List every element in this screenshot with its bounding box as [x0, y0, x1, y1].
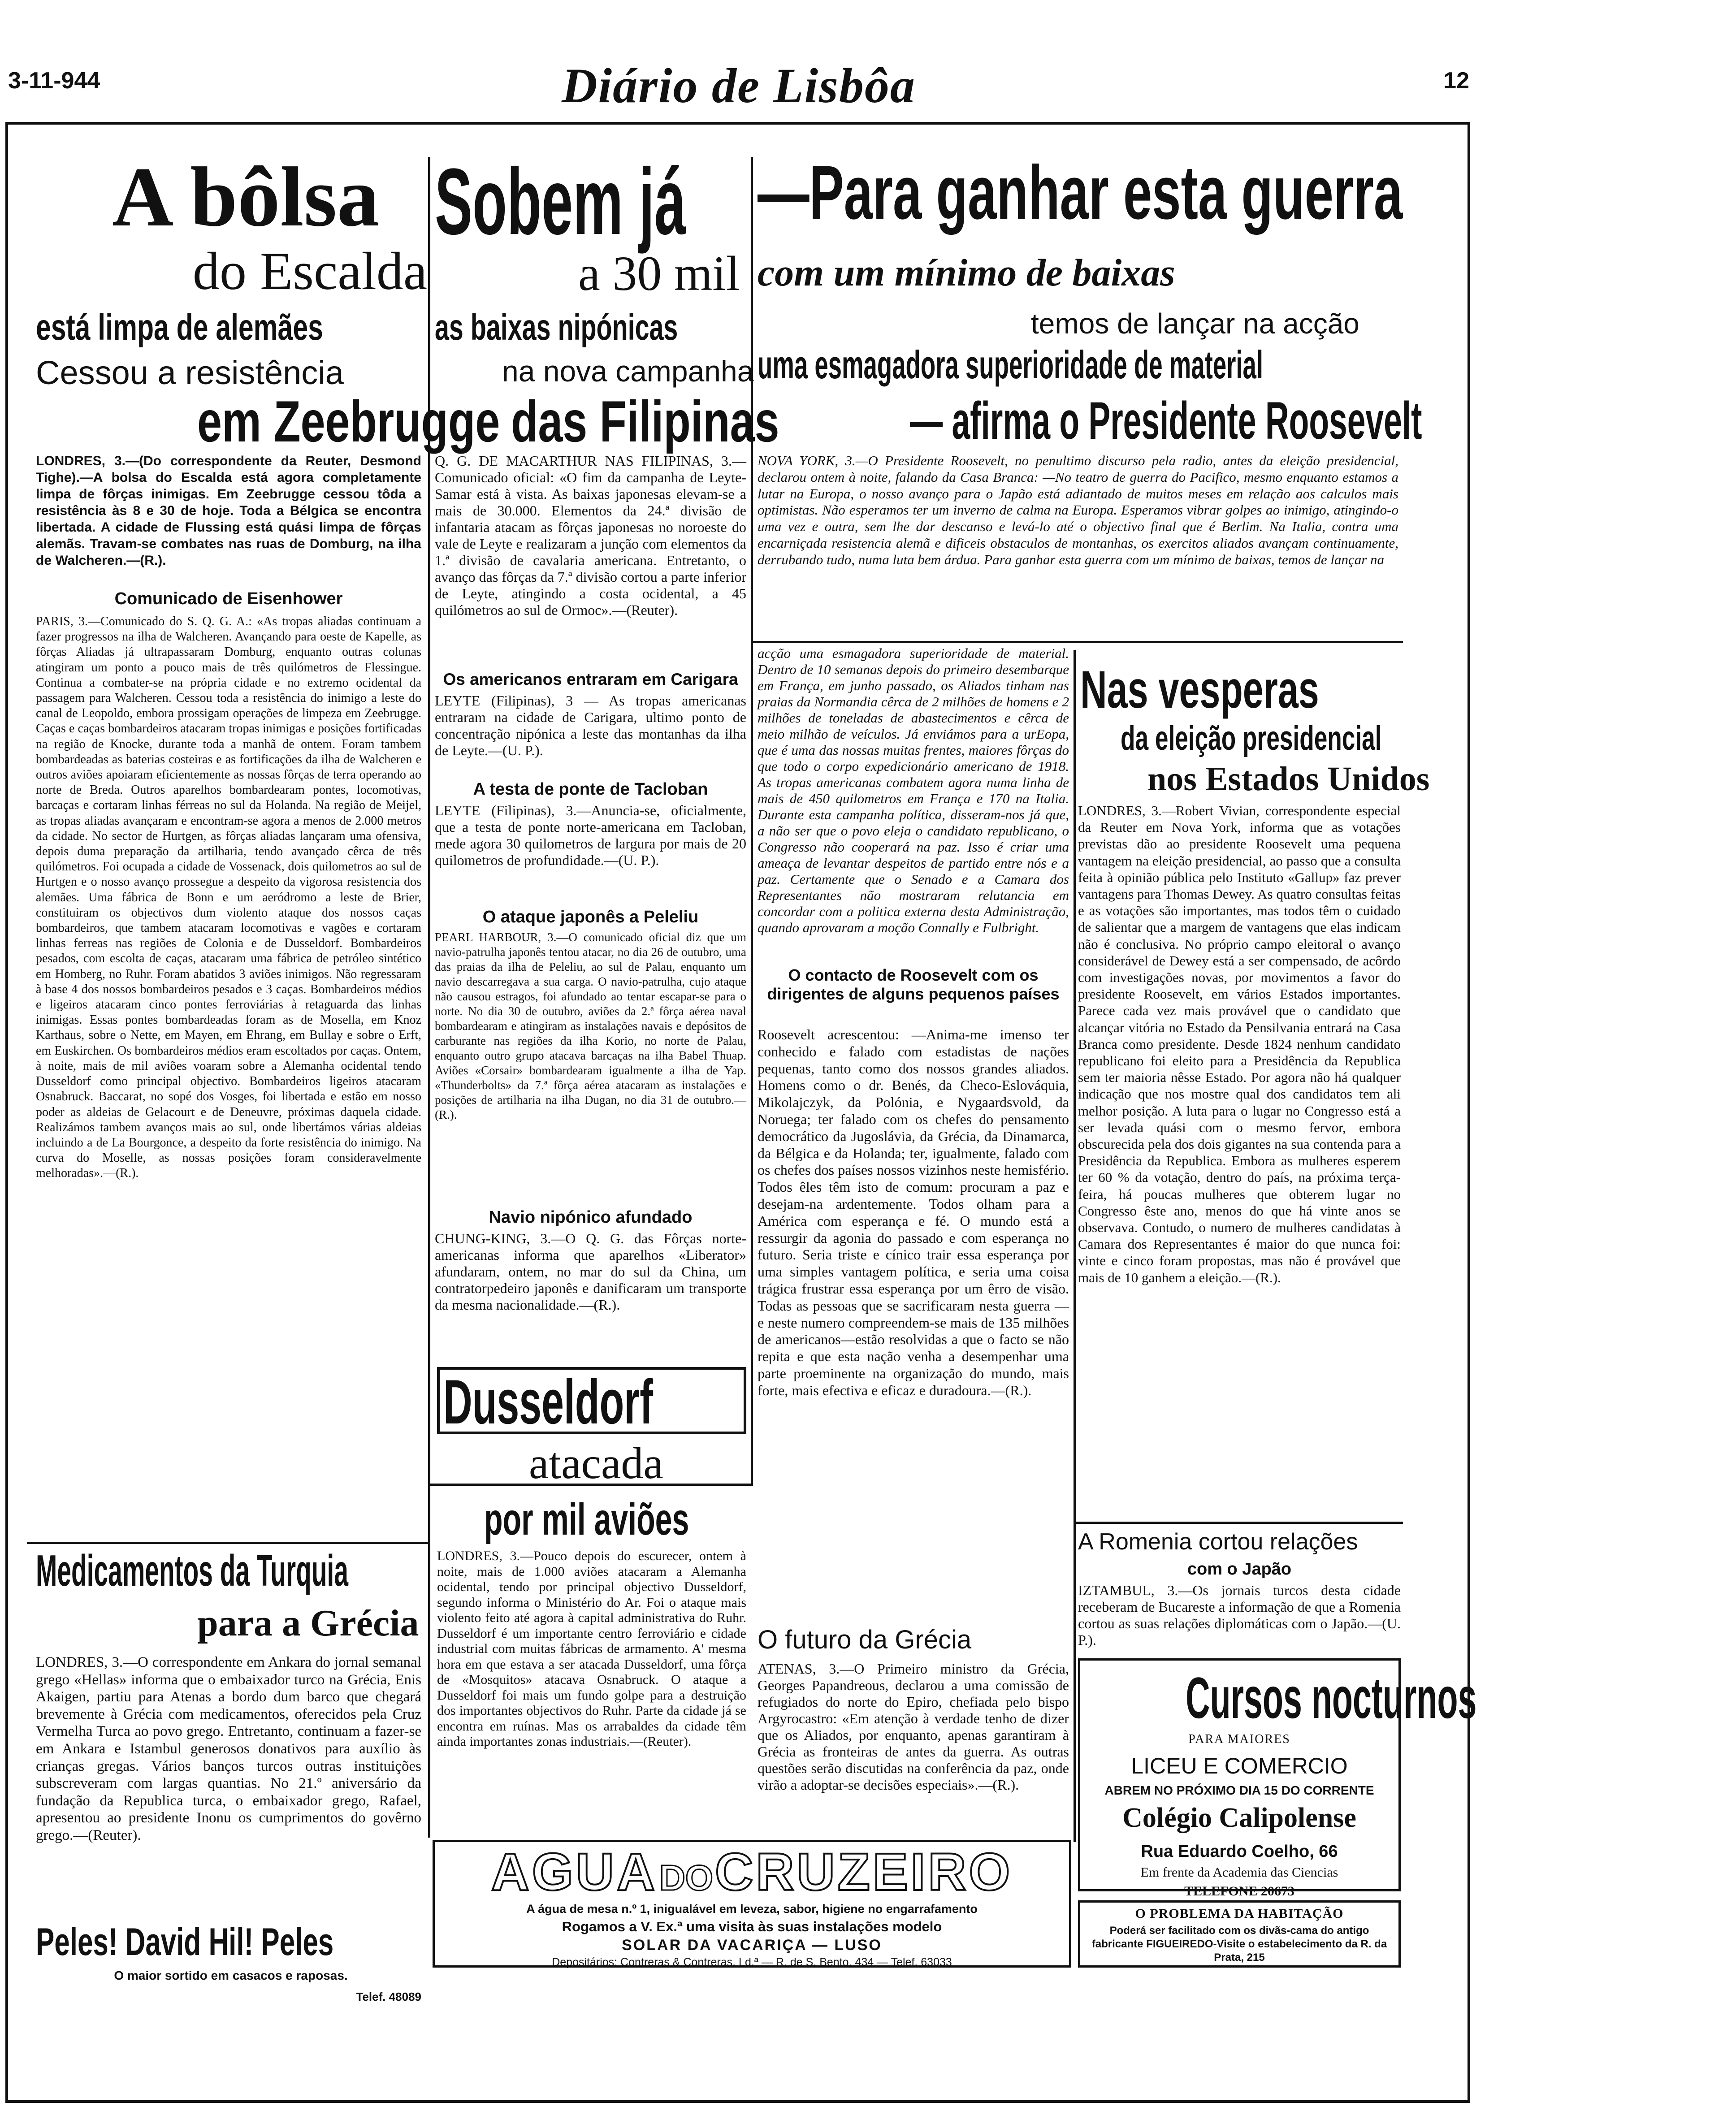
- ad-cursos-line7: TELEFONE 20673: [1184, 1884, 1294, 1899]
- headline-futuro-grecia: O futuro da Grécia: [758, 1625, 972, 1654]
- headline-filipinas: [511, 389, 779, 454]
- ad-habitacao: [1078, 1900, 1401, 1968]
- subhead-contacto: O contacto de Roosevelt com os dirigentes de alguns pequenos países: [767, 966, 1060, 1003]
- headline-turquia-text: Medicamentos da Turquia: [36, 1546, 348, 1595]
- headline-limpa: [36, 309, 426, 346]
- headline-sobem: [435, 149, 749, 254]
- headline-limpa-text: está limpa de alemães: [36, 307, 323, 348]
- headline-baixas-text: as baixas nipónicas: [435, 307, 678, 348]
- ad-peles-line2: Telef. 48089: [356, 1990, 421, 2003]
- headline-sobem-text: Sobem já: [435, 149, 686, 254]
- headline-escalda: do Escalda: [193, 241, 428, 301]
- section-rule: [753, 641, 1403, 643]
- ad-cursos-line5: Rua Eduardo Coelho, 66: [1141, 1842, 1338, 1861]
- ad-agua-line2: Rogamos a V. Ex.ª uma visita às suas instalações modelo: [562, 1919, 942, 1934]
- headline-romenia: A Romenia cortou relações: [1078, 1529, 1358, 1555]
- ad-cursos-line3: ABREM NO PRÓXIMO DIA 15 DO CORRENTE: [1104, 1783, 1374, 1797]
- article-roosevelt-lead: NOVA YORK, 3.—O Presidente Roosevelt, no penultimo discurso pela radio, antes da eleição presidencial, declarou ontem à noite, falando da Casa Branca: —No teatro de guerra do Pacifico, mesmo enquanto estamos a lutar na Europa, o nosso avanço para o Japão está adiantado de muitos meses em relação aos calculos mais optimistas. Não esperamos ter um inverno de calma na Europa. Esperamos vibrar golpes ao inimigo, atingindo-o uma vez e outra, sem lhe dar descanso e levá-lo até o objectivo final que é Berlim. Na Italia, contra uma encarniçada resistencia alemã e dificeis obstaculos de montanhas, os exercitos aliados avançam continuamente, derrubando tudo, numa luta bem árdua. Para ganhar esta guerra com um mínimo de baixas, temos de lançar na: [758, 453, 1398, 567]
- headline-resistencia: Cessou a resistência: [36, 354, 344, 391]
- ad-agua-line3: SOLAR DA VACARIÇA — LUSO: [622, 1937, 882, 1954]
- article-contacto: Roosevelt acrescentou: —Anima-me imenso ter conhecido e falado com estadistas de nações pequenas, tanto como dos nossos grandes aliados. Homens como o dr. Benés, da Checo-Eslováquia, Mikolajczyk, da Polónia, e Nygaardsvold, da Noruega; ter falado com os chefes do pensamento democrático da Jugoslávia, da Grécia, da Dinamarca, da Bélgica e da Holanda; ter, igualmente, falado com os chefes dos países nossos vizinhos neste hemisfério. Todos êles têm isto de comum: procuram a paz e desejam-na ardentemente. Todos olham para a América com esperança e fé. O mundo está a ressurgir da agonia do passado e com esperança no futuro. Seria triste e cínico trair essa esperança por uma simples vantagem política, e seria uma coisa trágica frustrar essa esperança por um êrro de visão. Todas as pessoas que se sacrificaram nesta guerra — e neste numero compreendem-se mais de 135 milhões de americanos—estão resolvidas a que o facto se não repita e que esta nação venha a desempenhar uma parte proeminente na organização do mundo, mais forte, mais efectiva e eficaz e duradoura.—(R.).: [758, 1026, 1069, 1398]
- headline-eleicao-text: da eleição presidencial: [1121, 719, 1382, 757]
- headline-estados-unidos: nos Estados Unidos: [1147, 760, 1430, 798]
- ad-peles-line1: O maior sortido em casacos e raposas.: [114, 1968, 348, 1982]
- headline-afirma-text: — afirma o Presidente Roosevelt: [910, 391, 1422, 450]
- headline-superioridade-text: uma esmagadora superioridade de material: [758, 342, 1263, 387]
- headline-turquia: [36, 1546, 426, 1595]
- article-carigara: LEYTE (Filipinas), 3 — As tropas americanas entraram na cidade de Carigara, ultimo ponto de concentração nipónica a leste das montanhas da ilha de Leyte.—(U. P.).: [435, 692, 746, 758]
- headline-30mil: a 30 mil: [578, 246, 740, 301]
- ad-cursos-line4: Colégio Calipolense: [1122, 1803, 1356, 1833]
- masthead: [0, 54, 1477, 121]
- issue-date: 3-11-944: [8, 68, 100, 94]
- headline-filipinas-text: das Filipinas: [511, 389, 779, 454]
- subhead-peleliu: O ataque japonês a Peleliu: [482, 908, 699, 926]
- ad-agua-line4: Depositários: Contreras & Contreras, Ld.ª — R. de S. Bento, 434 — Telef. 63033: [552, 1956, 952, 1968]
- headline-baixas: [435, 309, 749, 346]
- article-tacloban: LEYTE (Filipinas), 3.—Anuncia-se, oficialmente, que a testa de ponte norte-americana em Tacloban, mede agora 30 quilometros de largura por mais de 20 quilometros de profundidade.—(U. P.).: [435, 802, 746, 868]
- ad-agua-word: AGUA: [491, 1843, 658, 1902]
- ad-cursos-line6: Em frente da Academia das Ciencias: [1140, 1865, 1338, 1880]
- article-filipinas: Q. G. DE MACARTHUR NAS FILIPINAS, 3.—Comunicado oficial: «O fim da campanha de Leyte-Samar está à vista. As baixas japonesas elevam-se a mais de 30.000. Elementos da 24.ª divisão de infantaria atacam as fôrças japonesas no noroeste do vale de Leyte e realizaram a junção com elementos da 1.ª divisão de cavalaria americana. Entretanto, o avanço das fôrças da 7.ª divisão cortou a parte inferior de Leyte, atingindo a costa ocidental, a 45 quilómetros ao sul de Ormoc».—(Reuter).: [435, 453, 746, 618]
- section-rule: [27, 1542, 428, 1544]
- ad-cursos-head: [1080, 1665, 1477, 1730]
- headline-grecia-turquia: para a Grécia: [197, 1602, 419, 1644]
- subhead-navio: Navio nipónico afundado: [489, 1208, 693, 1227]
- ad-peles-head-text: Peles! David Hil! Peles: [36, 1921, 334, 1964]
- article-eisenhower: PARIS, 3.—Comunicado do S. Q. G. A.: «As tropas aliadas continuam a fazer progressos na ilha de Walcheren. Avançando para oeste de Kapelle, as fôrças Aliadas já ultrapassaram Domburg, enquanto outras colunas atingiram um ponto a pouco mais de três quilómetros de Flessingue. Continua a combater-se na própria cidade e no extremo ocidental da passagem para Walcheren. Cessou toda a resistência do inimigo a leste do canal de Leopoldo, embora prossigam operações de limpeza em Zeebrugge. Caças e caças bombardeiros atacaram tropas inimigas e posições fortificadas na região de Knocke, durante toda a manhã de ontem. Foram tambem bombardeadas as baterias costeiras e as fortificações da ilha de Walcheren e outros aviões apoiaram eficientemente as nossas fôrças de terra operando ao norte de Breda. Outros aparelhos bombardearam pontes, locomotivas, barcaças e cortaram linhas férreas no sul da Holanda. Na região de Meijel, as tropas aliadas avançaram e encontram-se agora a menos de 2.000 metros da cidade. No sector de Hurtgen, as fôrças aliadas lançaram uma ofensiva, depois duma preparação da artilharia, tendo avançado cêrca de três quilómetros. Foi ocupada a cidade de Vossenack, dois quilometros ao sul de Hurtgen e o nosso avanço prossegue a despeito da vigorosa resistencia dos alemães. Uma fábrica de Bonn e um aeródromo a leste de Brier, constituiram os objectivos dum violento ataque dos nossos caças bombardeiros, que tambem atacaram locomotivas e vagões e cortaram linhas ferreas nas regiões de Colonia e de Dusseldorf. Bombardeiros pesados, com escolta de caças, atacaram uma fábrica de petróleo sintético em Homberg, no Ruhr. Foram abatidos 3 aviões inimigos. Não regressaram à base 4 dos nossos bombardeiros pesados e 3 caças. Bombardeiros médios e ligeiros atacaram cinco pontes ferroviárias à retaguarda das linhas inimigas. Essas pontes bombardeadas foram as de Mosella, em Knoz Karthaus, sobre o Nette, em Mayen, em Ehrang, em Bullay e sobre o Erft, em Euskirchen. Os bombardeiros médios eram escoltados por caças. Ontem, à noite, mais de mil aviões voaram sobre a Alemanha ocidental tendo Dusseldorf como principal objectivo. Bombardeiros ligeiros atacaram Osnabruck. Baccarat, no sopé dos Vosges, foi libertada e estão em nosso poder as aldeias de Gelacourt e de Deneuvre, próximas daquela cidade. Realizámos tambem avanços mais ao sul, onde libertámos várias aldeias incluindo a de La Bourgonce, a despeito da forte resistência do inimigo. Na curva do Moselle, as nossas posições foram consideravelmente melhoradas».—(R.).: [36, 614, 421, 1181]
- headline-zeebrugge-text: em Zeebrugge: [197, 389, 500, 454]
- headline-vesperas: [1080, 660, 1403, 719]
- headline-lancar: temos de lançar na acção: [1031, 307, 1359, 340]
- headline-campanha: na nova campanha: [502, 355, 754, 388]
- headline-superioridade: [758, 342, 1398, 387]
- subhead-eisenhower: Comunicado de Eisenhower: [114, 589, 343, 608]
- article-futuro-grecia: ATENAS, 3.—O Primeiro ministro da Grécia, Georges Papandreous, declarou a uma comissão de refugiados do norte do Epiro, chefiada pelo bispo Argyrocastro: «Em atenção à verdade tenho de dizer que os Aliados, por enquanto, apenas garantiram à Grécia as fronteiras de antes da guerra. As outras questões serão discutidas na conferência da paz, onde virão a adoptar-se decisões especiais».—(R.).: [758, 1661, 1069, 1793]
- ad-cursos-head-text: Cursos nocturnos: [1186, 1665, 1477, 1730]
- newspaper-title: Diário de Lisbôa: [562, 58, 916, 113]
- headline-afirma: [910, 391, 1422, 450]
- ad-agua-cruzeiro-word: CRUZEIRO: [715, 1843, 1013, 1902]
- article-peleliu: PEARL HARBOUR, 3.—O comunicado oficial diz que um navio-patrulha japonês tentou atacar, no dia 26 de outubro, uma das praias da ilha de Peleliu, ao sul de Palau, enquanto um navio descarregava a sua carga. O navio-patrulha, cujo ataque não causou estragos, foi afundado ao tentar escapar-se para o norte. No dia 30 de outubro, aviões da 2.ª fôrça aérea naval bombardearam e atingiram as instalações navais e depósitos de carburante nas regiões da ilha Korio, no norte de Palau, enquanto outro grupo atacava barcaças na ilha Babel Thuap. Aviões «Corsair» bombardearam igualmente a ilha de Yap. «Thunderbolts» da 7.ª fôrça aérea atacaram as instalações e posições de artilharia na ilha Dugan, no dia 31 de outubro.—(R.).: [435, 930, 746, 1121]
- headline-atacada: atacada: [529, 1438, 663, 1488]
- headline-ganhar-text: —Para ganhar esta guerra: [758, 150, 1403, 235]
- subhead-japao: com o Japão: [1187, 1560, 1292, 1579]
- ad-peles-head: [36, 1921, 426, 1964]
- headline-dusseldorf-text: Dusseldorf: [443, 1367, 653, 1437]
- headline-zeebrugge: [197, 389, 500, 454]
- subhead-carigara: Os americanos entraram em Carigara: [443, 670, 738, 688]
- ad-cursos: [1078, 1658, 1477, 1899]
- ad-cursos-line1: PARA MAIORES: [1188, 1732, 1290, 1746]
- headline-minimo: com um mínimo de baixas: [758, 251, 1175, 294]
- page-number: 12: [1443, 68, 1469, 94]
- ad-agua-do: DO: [659, 1858, 714, 1898]
- article-navio: CHUNG-KING, 3.—O Q. G. das Fôrças norte-americanas informa que aparelhos «Liberator» afundaram, ontem, no mar do sul da China, um contratorpedeiro japonês e danificaram um transporte da mesma nacionalidade.—(R.).: [435, 1230, 746, 1313]
- article-roosevelt-cont: acção uma esmagadora superioridade de material. Dentro de 10 semanas depois do primeiro desembarque em França, em junho passado, os Aliados tinham nas praias da Normandia cêrca de 2 milhões de homens e 2 milhões de toneladas de abastecimentos e cêrca de meio milhão de veículos. Já enviámos para a urEopa, que é uma das nossas muitas frentes, maiores fôrças do que todo o corpo expedicionário americano de 1918. As tropas americanas combatem agora numa linha de mais de 450 quilometros em França e 170 na Italia. Durante esta campanha política, disseram-nos já que, a não ser que o povo eleja o candidato republicano, o Congresso não cooperará na paz. Isso é criar uma ameaça de levantar despeitos de partido entre nós e a paz. Certamente que o Senado e a Camara dos Representantes não mostraram relutancia em concordar com a politica externa desta Administração, quando aprovaram a moção Connally e Fulbright.: [758, 645, 1069, 935]
- article-romenia: IZTAMBUL, 3.—Os jornais turcos desta cidade receberam de Bucareste a informação de que a Romenia cortou as suas relações diplomáticas com o Japão.—(U. P.).: [1078, 1582, 1401, 1648]
- subhead-tacloban: A testa de ponte de Tacloban: [473, 780, 708, 799]
- headline-ganhar: [758, 150, 1403, 235]
- ad-habitacao-line1: O PROBLEMA DA HABITAÇÃO: [1135, 1906, 1344, 1921]
- article-vesperas: LONDRES, 3.—Robert Vivian, correspondente especial da Reuter em Nova York, informa que as votações previstas dão ao presidente Roosevelt uma pequena vantagem na eleição presidencial, ao passo que a consulta feita à opinião pública pelo Instituto «Gallup» faz prever vantagens para Thomas Dewey. As quatro consultas feitas e as votações são importantes, mas todos têm o cuidado de salientar que a margem de vantagens que elas indicam não é conclusiva. No próprio campo eleitoral o avanço considerável de Dewey está a ser compensado, de acôrdo com investigações novas, por movimentos a favor do presidente Roosevelt, em vários Estados importantes. Parece cada vez mais provável que o candidato que alcançar vitória no Estado da Pensilvania entrará na Casa Branca como presidente. Desde 1824 nenhum candidato republicano foi eleito para a Presidência da Republica sem ter maioria nêsse Estado. Por agora não há qualquer indicação que nos mostre qual dos candidatos tem ali melhor posição. A luta para o lugar no Congresso está a ser levada quási com o mesmo fervor, embora obscurecida pela dos dois gigantes na sua contenda para a Presidência da Republica. Embora as mulheres esperem ter 60 % da votação, dentro do país, na próxima terça-feira, há poucas mulheres que obterem lugar no Congresso êste ano, menos do que há vinte anos se observava. Contudo, o numero de mulheres candidatas à Camara dos Representantes é maior do que nunca foi: vinte e cinco foram propostas, mas não é provável que mais de 10 ganhem a eleição.—(R.).: [1078, 803, 1401, 1285]
- ad-habitacao-line2: Poderá ser facilitado com os divãs-cama do antigo fabricante FIGUEIREDO-Visite o estabelecimento da R. da Prata, 215: [1091, 1925, 1387, 1964]
- headline-mil-avioes: [484, 1494, 749, 1544]
- ad-agua-heading: [435, 1843, 1069, 1902]
- lead-paragraph: LONDRES, 3.—(Do correspondente da Reuter, Desmond Tighe).—A bolsa do Escalda está agora completamente limpa de fôrças inimigas. Em Zeebrugge cessou tôda a resistência às 8 e 30 de hoje. Toda a Bélgica se encontra libertada. A cidade de Flussing está quási limpa de fôrças alemãs. Travam-se combates nas ruas de Domburg, na ilha de Walcheren.—(R.).: [36, 454, 421, 568]
- column-rule: [1074, 650, 1076, 1842]
- ad-agua-cruzeiro: [433, 1840, 1071, 1968]
- section-rule: [1076, 1522, 1403, 1524]
- headline-vesperas-text: Nas vesperas: [1080, 660, 1319, 719]
- headline-mil-avioes-text: por mil aviões: [484, 1494, 689, 1544]
- headline-bolsa: A bôlsa: [112, 150, 380, 244]
- headline-eleicao: [1121, 719, 1403, 757]
- article-dusseldorf: LONDRES, 3.—Pouco depois do escurecer, ontem à noite, mais de 1.000 aviões atacaram a Alemanha ocidental, tendo por principal objectivo Dusseldorf, segundo informa o Ministério do Ar. Foi o ataque mais violento feito até agora à capital administrativa do Ruhr. Dusseldorf é um importante centro ferroviário e cidade industrial com muitas fábricas de armamento. A' mesma hora em que estava a ser atacada Dusseldorf, uma fôrça de «Mosquitos» atacava Osnabruck. O ataque a Dusseldorf foi mais um fundo golpe para a destruição dos importantes objectivos do Ruhr. Parte da cidade já se encontra em ruínas. Mas os arrabaldes da cidade têm ainda importantes zonas industriais.—(Reuter).: [437, 1549, 746, 1749]
- ad-cursos-line2: LICEU E COMERCIO: [1131, 1753, 1348, 1778]
- headline-dusseldorf-box: [437, 1367, 746, 1437]
- article-turquia: LONDRES, 3.—O correspondente em Ankara do jornal semanal grego «Hellas» informa que o embaixador turco na Grécia, Enis Akaigen, partiu para Atenas a bordo dum barco que chegará brevemente à Grécia com medicamentos, oferecidos pela Cruz Vermelha Turca ao povo grego. Entretanto, continuam a fazer-se em Ankara e Istambul generosos donativos para auxílio às crianças gregas. Vários banços turcos outras instituições subscreveram com largas quantias. No 21.º aniversário da fundação da Republica turca, o embaixador grego, Rafael, apresentou ao presidente Inonu os cumprimentos do govêrno grego.—(Reuter).: [36, 1654, 421, 1843]
- ad-agua-line1: A água de mesa n.º 1, inigualável em leveza, sabor, higiene no engarrafamento: [526, 1902, 978, 1916]
